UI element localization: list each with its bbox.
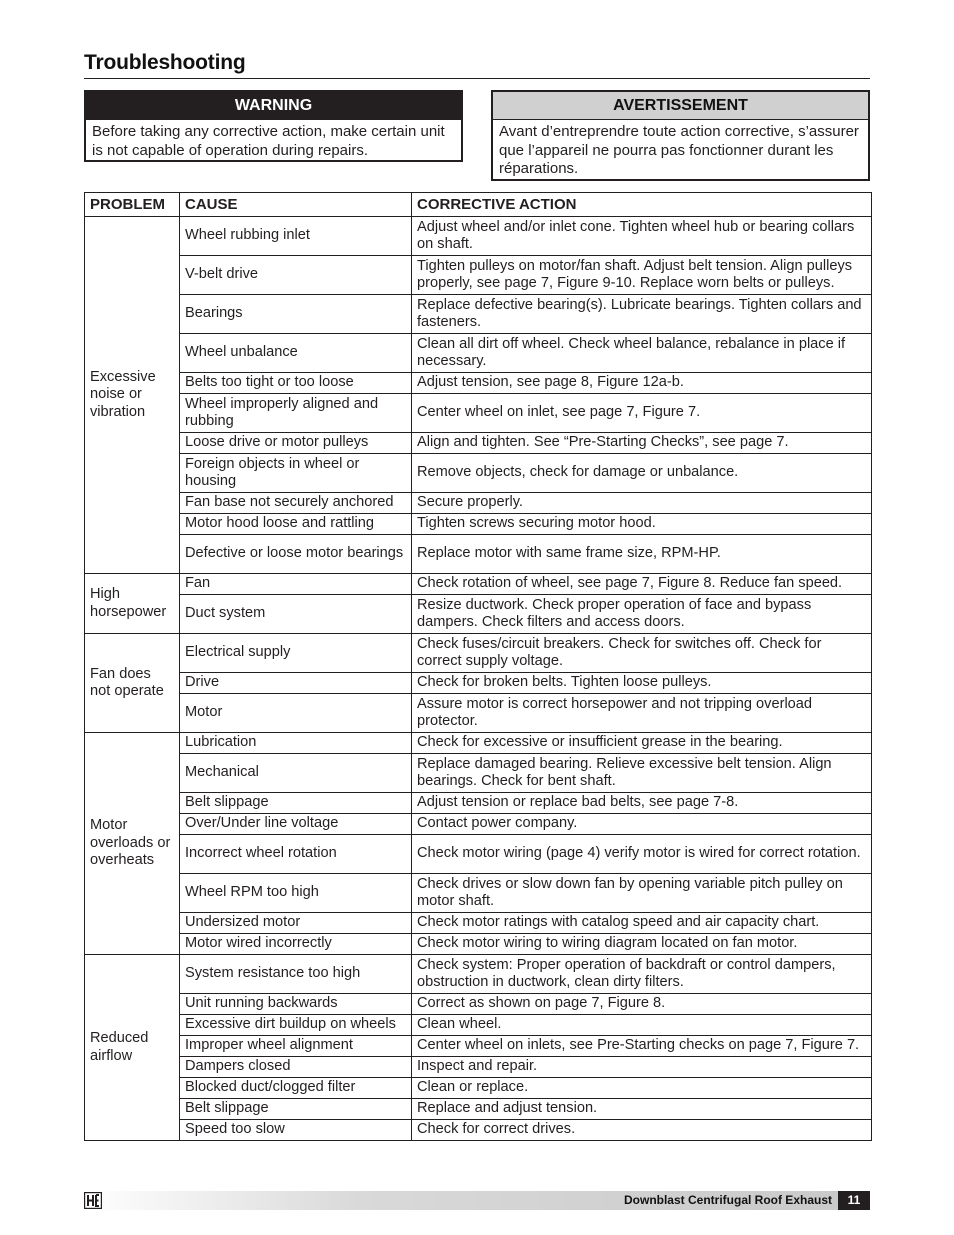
table-row (85, 574, 872, 595)
corrective-action-cell: Resize ductwork. Check proper operation of face and bypass dampers. Check filters and access doors. (412, 595, 872, 634)
cause-cell: Blocked duct/clogged filter (180, 1078, 412, 1099)
page-title: Troubleshooting (84, 51, 870, 79)
table-row (85, 814, 872, 835)
problem-cell: Fan does not operate (85, 634, 180, 733)
corrective-action-cell: Check for correct drives. (412, 1120, 872, 1141)
greenheck-logo-icon (84, 1192, 102, 1209)
warning-heading: WARNING (86, 92, 461, 120)
table-row (85, 913, 872, 934)
page-footer (84, 1191, 870, 1210)
table-row (85, 1036, 872, 1057)
table-row (85, 256, 872, 295)
corrective-action-cell: Remove objects, check for damage or unbalance. (412, 454, 872, 493)
cause-cell: Belts too tight or too loose (180, 373, 412, 394)
problem-cell: Motor overloads or overheats (85, 733, 180, 955)
cause-cell: Bearings (180, 295, 412, 334)
table-row (85, 394, 872, 433)
table-row (85, 694, 872, 733)
cause-cell: Incorrect wheel rotation (180, 835, 412, 874)
table-row (85, 733, 872, 754)
column-header-corrective-action: CORRECTIVE ACTION (412, 193, 872, 217)
corrective-action-cell: Replace damaged bearing. Relieve excessive belt tension. Align bearings. Check for bent shaft. (412, 754, 872, 793)
cause-cell: Loose drive or motor pulleys (180, 433, 412, 454)
cause-cell: Improper wheel alignment (180, 1036, 412, 1057)
corrective-action-cell: Replace motor with same frame size, RPM-HP. (412, 535, 872, 574)
table-row (85, 1057, 872, 1078)
cause-cell: Drive (180, 673, 412, 694)
table-row (85, 1120, 872, 1141)
corrective-action-cell: Check rotation of wheel, see page 7, Figure 8. Reduce fan speed. (412, 574, 872, 595)
column-header-cause: CAUSE (180, 193, 412, 217)
cause-cell: Unit running backwards (180, 994, 412, 1015)
problem-cell: High horsepower (85, 574, 180, 634)
page-number: 11 (838, 1191, 870, 1210)
avertissement-text: Avant d’entreprendre toute action corrective, s’assurer que l’appareil ne pourra pas fonctionner durant les réparations. (499, 123, 859, 177)
corrective-action-cell: Check for broken belts. Tighten loose pulleys. (412, 673, 872, 694)
avertissement-heading: AVERTISSEMENT (493, 92, 868, 120)
table-row (85, 994, 872, 1015)
corrective-action-cell: Tighten pulleys on motor/fan shaft. Adjust belt tension. Align pulleys properly, see page 7, Figure 9-10. Replace worn belts or pulleys. (412, 256, 872, 295)
table-row (85, 373, 872, 394)
corrective-action-cell: Tighten screws securing motor hood. (412, 514, 872, 535)
table-row (85, 634, 872, 673)
cause-cell: Motor (180, 694, 412, 733)
cause-cell: Motor hood loose and rattling (180, 514, 412, 535)
cause-cell: Mechanical (180, 754, 412, 793)
cause-cell: Dampers closed (180, 1057, 412, 1078)
corrective-action-cell: Correct as shown on page 7, Figure 8. (412, 994, 872, 1015)
cause-cell: V-belt drive (180, 256, 412, 295)
table-row (85, 454, 872, 493)
corrective-action-cell: Center wheel on inlets, see Pre-Starting checks on page 7, Figure 7. (412, 1036, 872, 1057)
cause-cell: Electrical supply (180, 634, 412, 673)
cause-cell: Speed too slow (180, 1120, 412, 1141)
problem-cell: Excessive noise or vibration (85, 217, 180, 574)
cause-cell: Wheel rubbing inlet (180, 217, 412, 256)
cause-cell: Belt slippage (180, 1099, 412, 1120)
table-row (85, 433, 872, 454)
corrective-action-cell: Adjust wheel and/or inlet cone. Tighten wheel hub or bearing collars on shaft. (412, 217, 872, 256)
table-row (85, 493, 872, 514)
cause-cell: Wheel RPM too high (180, 874, 412, 913)
corrective-action-cell: Clean all dirt off wheel. Check wheel balance, rebalance in place if necessary. (412, 334, 872, 373)
avertissement-box (491, 90, 870, 181)
cause-cell: Defective or loose motor bearings (180, 535, 412, 574)
cause-cell: Motor wired incorrectly (180, 934, 412, 955)
corrective-action-cell: Clean or replace. (412, 1078, 872, 1099)
table-row (85, 793, 872, 814)
table-row (85, 535, 872, 574)
corrective-action-cell: Check motor wiring (page 4) verify motor is wired for correct rotation. (412, 835, 872, 874)
corrective-action-cell: Align and tighten. See “Pre-Starting Checks”, see page 7. (412, 433, 872, 454)
corrective-action-cell: Secure properly. (412, 493, 872, 514)
table-row (85, 217, 872, 256)
corrective-action-cell: Replace and adjust tension. (412, 1099, 872, 1120)
warning-text: Before taking any corrective action, make certain unit is not capable of operation during repairs. (92, 123, 445, 159)
corrective-action-cell: Clean wheel. (412, 1015, 872, 1036)
corrective-action-cell: Adjust tension or replace bad belts, see page 7-8. (412, 793, 872, 814)
warning-box (84, 90, 463, 162)
table-row (85, 934, 872, 955)
corrective-action-cell: Center wheel on inlet, see page 7, Figure 7. (412, 394, 872, 433)
corrective-action-cell: Check for excessive or insufficient grease in the bearing. (412, 733, 872, 754)
cause-cell: Over/Under line voltage (180, 814, 412, 835)
table-row (85, 1078, 872, 1099)
cause-cell: Belt slippage (180, 793, 412, 814)
table-row (85, 1015, 872, 1036)
table-row (85, 874, 872, 913)
footer-document-title: Downblast Centrifugal Roof Exhaust (623, 1193, 832, 1207)
table-row (85, 955, 872, 994)
table-row (85, 295, 872, 334)
problem-cell: Reduced airflow (85, 955, 180, 1141)
table-row (85, 673, 872, 694)
cause-cell: Fan (180, 574, 412, 595)
corrective-action-cell: Adjust tension, see page 8, Figure 12a-b. (412, 373, 872, 394)
troubleshooting-table (84, 192, 872, 1141)
cause-cell: System resistance too high (180, 955, 412, 994)
corrective-action-cell: Inspect and repair. (412, 1057, 872, 1078)
cause-cell: Wheel unbalance (180, 334, 412, 373)
cause-cell: Wheel improperly aligned and rubbing (180, 394, 412, 433)
table-row (85, 334, 872, 373)
corrective-action-cell: Check drives or slow down fan by opening variable pitch pulley on motor shaft. (412, 874, 872, 913)
table-row (85, 835, 872, 874)
cause-cell: Lubrication (180, 733, 412, 754)
corrective-action-cell: Check motor ratings with catalog speed and air capacity chart. (412, 913, 872, 934)
cause-cell: Excessive dirt buildup on wheels (180, 1015, 412, 1036)
table-row (85, 754, 872, 793)
table-header-row (85, 193, 872, 217)
corrective-action-cell: Replace defective bearing(s). Lubricate bearings. Tighten collars and fasteners. (412, 295, 872, 334)
corrective-action-cell: Assure motor is correct horsepower and not tripping overload protector. (412, 694, 872, 733)
corrective-action-cell: Check fuses/circuit breakers. Check for switches off. Check for correct supply voltage. (412, 634, 872, 673)
corrective-action-cell: Check motor wiring to wiring diagram located on fan motor. (412, 934, 872, 955)
corrective-action-cell: Check system: Proper operation of backdraft or control dampers, obstruction in ductwork, clean dirty filters. (412, 955, 872, 994)
cause-cell: Undersized motor (180, 913, 412, 934)
cause-cell: Fan base not securely anchored (180, 493, 412, 514)
table-row (85, 595, 872, 634)
table-row (85, 514, 872, 535)
column-header-problem: PROBLEM (85, 193, 180, 217)
cause-cell: Foreign objects in wheel or housing (180, 454, 412, 493)
cause-cell: Duct system (180, 595, 412, 634)
corrective-action-cell: Contact power company. (412, 814, 872, 835)
table-row (85, 1099, 872, 1120)
